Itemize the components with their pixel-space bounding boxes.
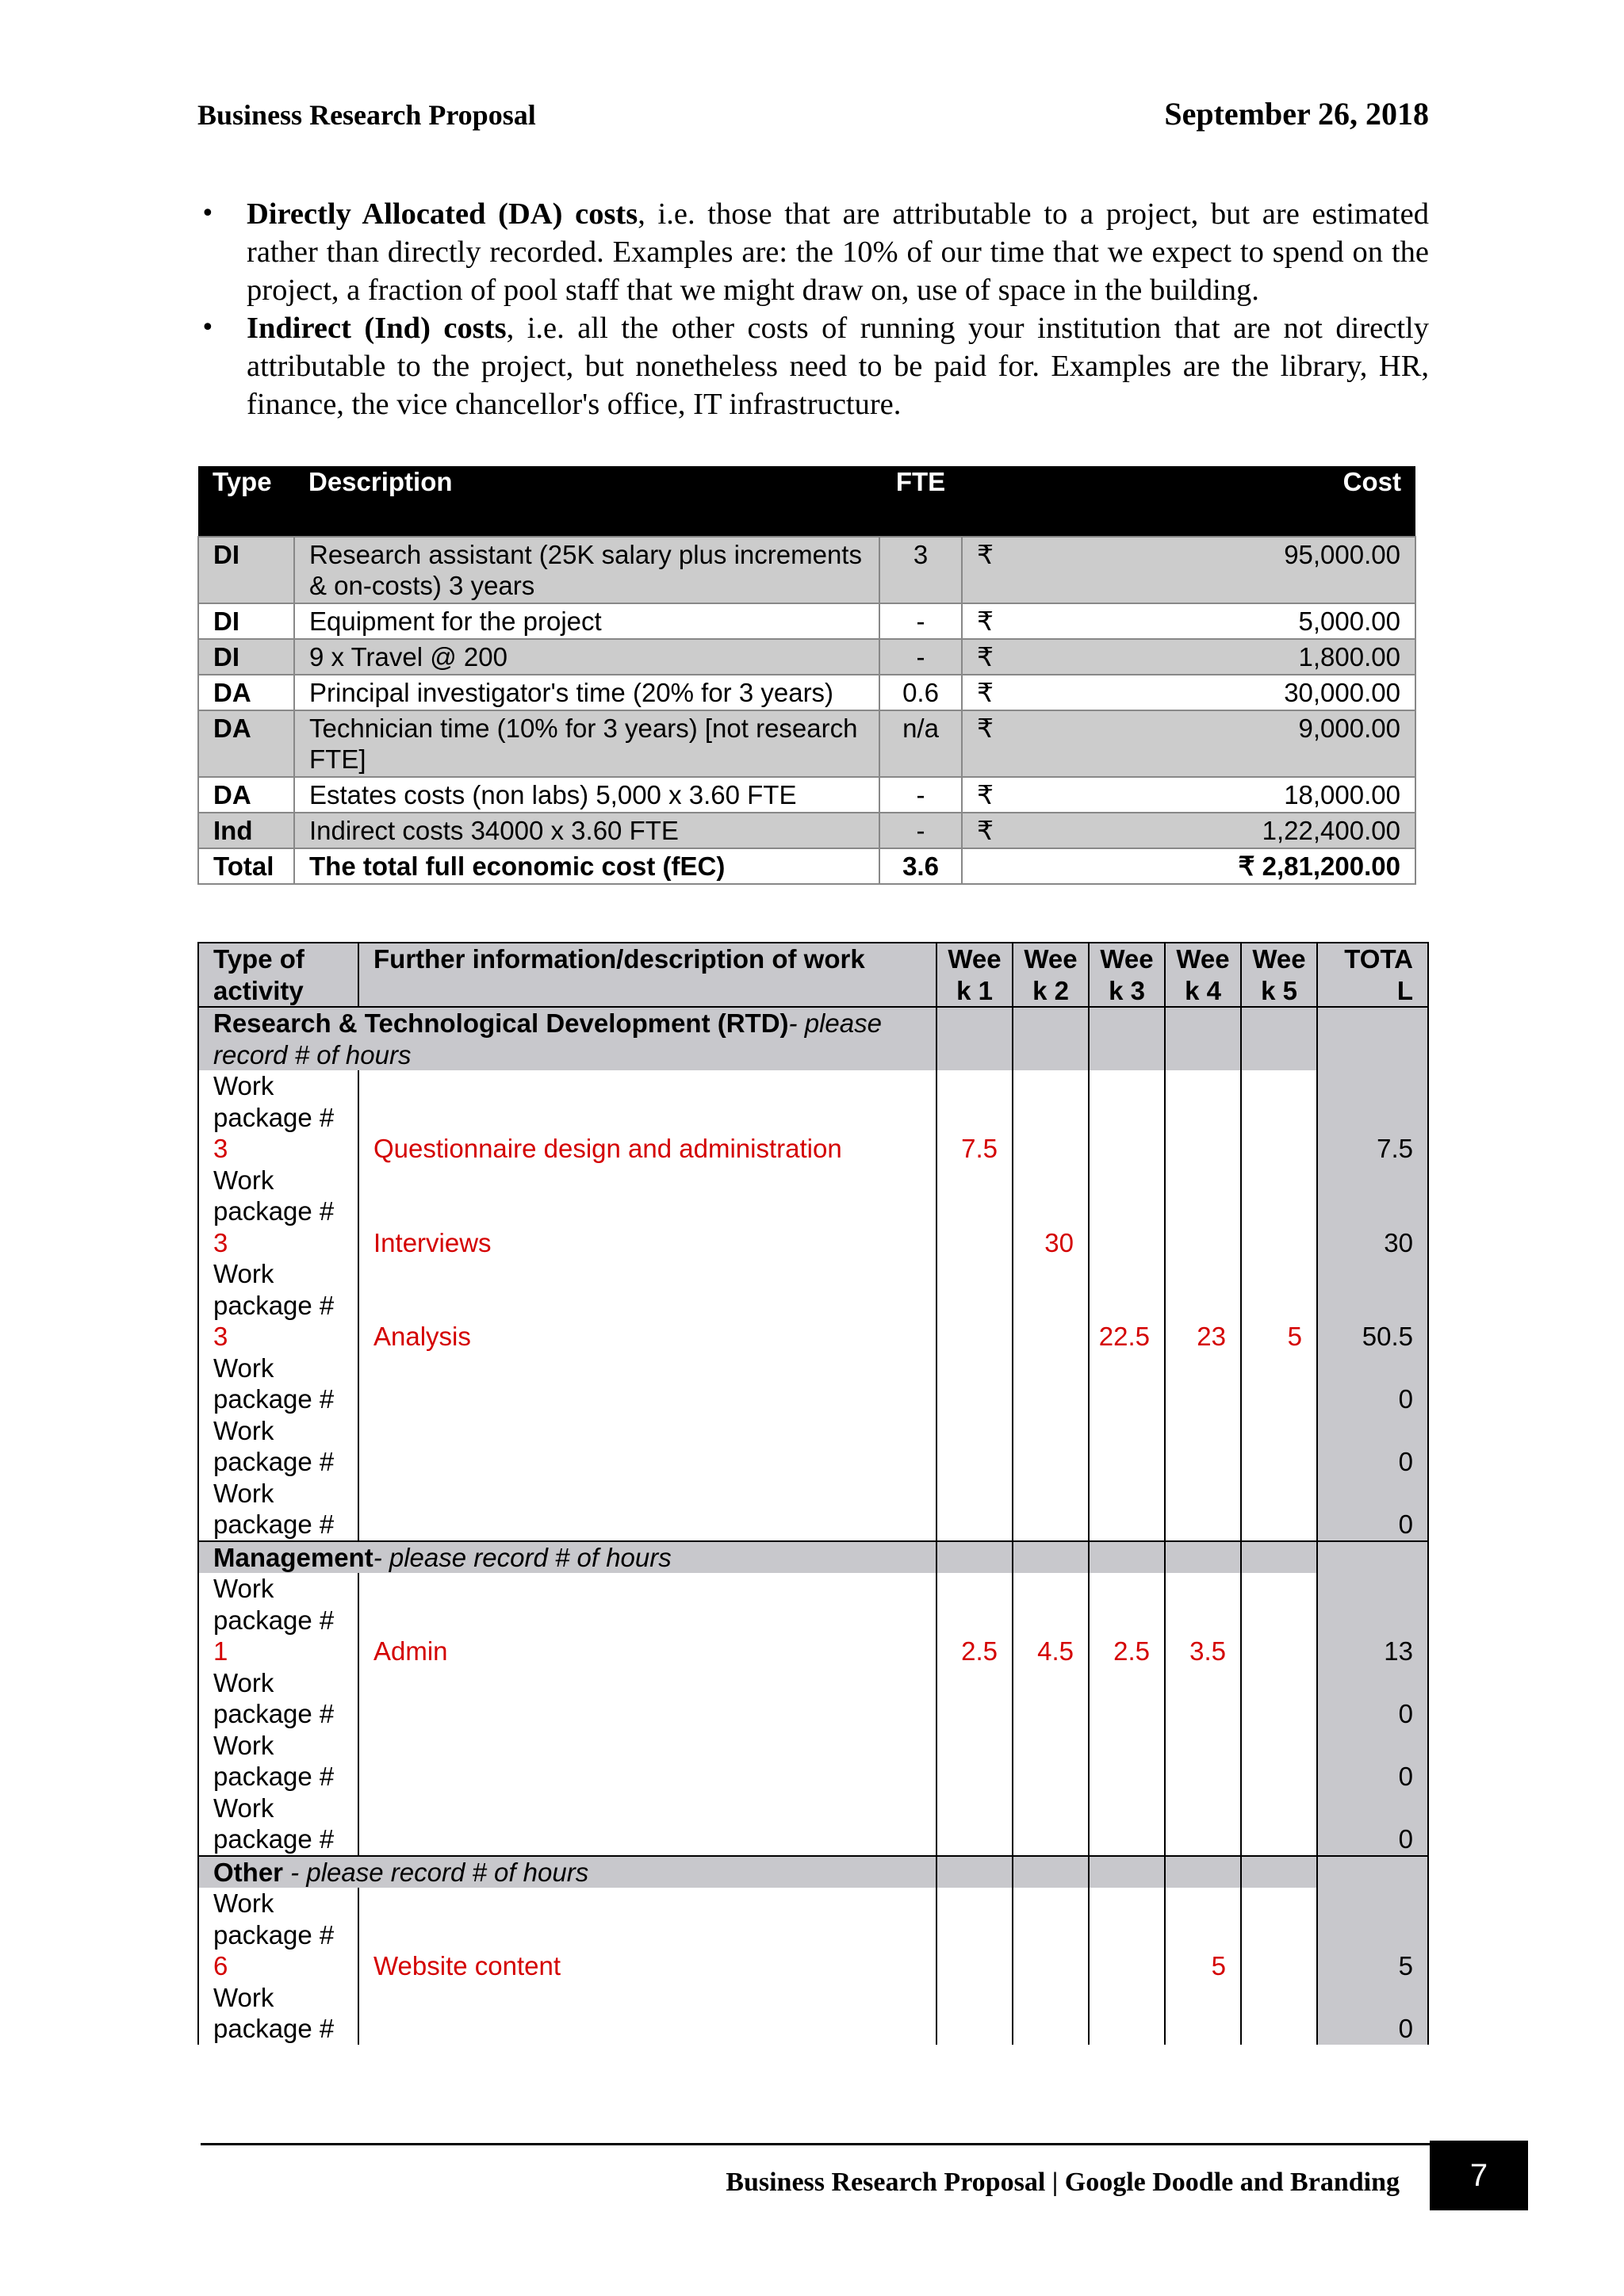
week-hours [936, 1667, 1013, 1730]
week-hours [1013, 1478, 1089, 1541]
cost-value: 30,000.00 [1284, 678, 1400, 707]
week-hours [1241, 1070, 1317, 1165]
cost-value: 18,000.00 [1284, 780, 1400, 809]
week-hours: 2.5 [936, 1573, 1013, 1667]
work-package-cell [198, 1415, 358, 1478]
col-activity-description: Further information/description of work [358, 943, 936, 1007]
week-hours [936, 1415, 1013, 1478]
work-package-label: Work package # [213, 1667, 335, 1728]
section-title: Other [213, 1857, 284, 1887]
work-description [358, 1793, 936, 1856]
cost-description: Principal investigator's time (20% for 3 years) [294, 675, 879, 710]
cost-amount [977, 539, 1400, 570]
week-hours [1165, 1165, 1241, 1259]
cost-type: DA [198, 710, 294, 777]
week-hours: 7.5 [936, 1070, 1013, 1165]
work-package-row [198, 1793, 1428, 1856]
cost-row [198, 777, 1415, 813]
col-week-4: Wee k 4 [1165, 943, 1241, 1007]
cost-fte: 3 [879, 537, 962, 603]
work-description: Admin [358, 1573, 936, 1667]
work-package-label: Work package # [213, 1574, 335, 1635]
work-description: Questionnaire design and administration [358, 1070, 936, 1165]
section-note: - please record # of hours [373, 1542, 672, 1572]
week-hours [1241, 1353, 1317, 1415]
work-package-label: Work package # [213, 1259, 335, 1320]
week-hours: 23 [1165, 1258, 1241, 1353]
week-hours [1241, 1793, 1317, 1856]
footer-text: Business Research Proposal | Google Doodle and Branding [726, 2168, 1400, 2197]
section-total-cell [1317, 1856, 1428, 1888]
section-total-cell [1317, 1007, 1428, 1070]
work-package-row [198, 1573, 1428, 1667]
week-hours [936, 1793, 1013, 1856]
week-hours: 2.5 [1089, 1573, 1165, 1667]
currency-symbol: ₹ [977, 816, 994, 845]
section-week-cell [1089, 1856, 1165, 1888]
work-package-cell [198, 1165, 358, 1259]
cost-description: Equipment for the project [294, 603, 879, 639]
work-package-number: 6 [213, 1951, 228, 1980]
week-hours [1241, 1573, 1317, 1667]
work-package-cell [198, 1573, 358, 1667]
section-title: Management [213, 1542, 373, 1572]
week-hours [1089, 1165, 1165, 1259]
week-hours [936, 1478, 1013, 1541]
work-package-number: 3 [213, 1227, 228, 1257]
week-hours [1241, 1730, 1317, 1793]
week-hours [1089, 1730, 1165, 1793]
row-total: 0 [1317, 1982, 1428, 2045]
cost-row [198, 639, 1415, 675]
work-description: Interviews [358, 1165, 936, 1259]
cost-amount-cell [962, 675, 1415, 710]
cost-value: 5,000.00 [1298, 607, 1400, 636]
work-package-row [198, 1258, 1428, 1353]
currency-symbol: ₹ [977, 780, 994, 809]
week-hours: 4.5 [1013, 1573, 1089, 1667]
work-package-label: Work package # [213, 1982, 335, 2043]
work-description: Website content [358, 1888, 936, 1982]
work-package-row [198, 1888, 1428, 1982]
work-package-number: 3 [213, 1134, 228, 1163]
col-week-5: Wee k 5 [1241, 943, 1317, 1007]
section-note: - please record # of hours [213, 1008, 882, 1070]
cost-fte: 0.6 [879, 675, 962, 710]
cost-type: DA [198, 777, 294, 813]
work-package-number: 1 [213, 1636, 228, 1666]
week-hours [1089, 1888, 1165, 1982]
work-package-row [198, 1478, 1428, 1541]
currency-symbol: ₹ [977, 714, 994, 743]
week-hours [1013, 1793, 1089, 1856]
row-total: 50.5 [1317, 1258, 1428, 1353]
cost-amount [977, 815, 1400, 846]
col-fte: FTE [879, 466, 962, 537]
work-package-label: Work package # [213, 1071, 335, 1132]
activity-table [197, 942, 1429, 2045]
section-row [198, 1541, 1428, 1574]
week-hours [1089, 1982, 1165, 2045]
cost-table [197, 466, 1416, 885]
cost-row [198, 603, 1415, 639]
cost-definition-list [197, 195, 1429, 423]
week-hours: 30 [1013, 1165, 1089, 1259]
week-hours [1241, 1415, 1317, 1478]
week-hours [1013, 1415, 1089, 1478]
cost-table-header [198, 466, 1415, 537]
week-hours [936, 1258, 1013, 1353]
section-total-cell [1317, 1541, 1428, 1574]
work-package-row [198, 1415, 1428, 1478]
cost-row [198, 813, 1415, 848]
work-package-row [198, 1982, 1428, 2045]
work-package-row [198, 1667, 1428, 1730]
week-hours [1089, 1415, 1165, 1478]
cost-description: 9 x Travel @ 200 [294, 639, 879, 675]
section-week-cell [936, 1007, 1013, 1070]
work-package-number: 3 [213, 1322, 228, 1351]
week-hours [936, 1730, 1013, 1793]
week-hours [1089, 1793, 1165, 1856]
bullet-term: Directly Allocated (DA) costs [247, 197, 638, 231]
row-total: 0 [1317, 1478, 1428, 1541]
col-week-2: Wee k 2 [1013, 943, 1089, 1007]
col-week-1: Wee k 1 [936, 943, 1013, 1007]
work-package-label: Work package # [213, 1353, 335, 1414]
row-total: 0 [1317, 1415, 1428, 1478]
row-total: 0 [1317, 1793, 1428, 1856]
work-description [358, 1730, 936, 1793]
work-package-row [198, 1070, 1428, 1165]
section-row [198, 1007, 1428, 1070]
cost-fte: n/a [879, 710, 962, 777]
section-week-cell [1241, 1541, 1317, 1574]
cost-total-row [198, 848, 1415, 884]
work-package-cell [198, 1982, 358, 2045]
currency-symbol: ₹ [977, 642, 994, 672]
cost-type: DI [198, 537, 294, 603]
header-title: Business Research Proposal [197, 99, 536, 131]
work-package-row [198, 1730, 1428, 1793]
section-week-cell [936, 1541, 1013, 1574]
week-hours [1089, 1478, 1165, 1541]
cost-row [198, 710, 1415, 777]
section-week-cell [1165, 1541, 1241, 1574]
work-package-row [198, 1165, 1428, 1259]
week-hours [936, 1982, 1013, 2045]
week-hours: 3.5 [1165, 1573, 1241, 1667]
work-package-label: Work package # [213, 1888, 335, 1950]
week-hours [936, 1165, 1013, 1259]
col-description: Description [294, 466, 879, 537]
work-package-label: Work package # [213, 1415, 335, 1476]
page-number: 7 [1430, 2141, 1528, 2210]
cost-fte: 3.6 [879, 848, 962, 884]
cost-value: 9,000.00 [1298, 714, 1400, 743]
week-hours: 22.5 [1089, 1258, 1165, 1353]
cost-type: DI [198, 639, 294, 675]
week-hours [1013, 1353, 1089, 1415]
bullet-dot-icon: • [201, 200, 215, 228]
work-description [358, 1982, 936, 2045]
cost-amount [977, 677, 1400, 708]
section-week-cell [1013, 1541, 1089, 1574]
week-hours [1165, 1478, 1241, 1541]
week-hours [1165, 1730, 1241, 1793]
week-hours [1089, 1353, 1165, 1415]
section-week-cell [936, 1856, 1013, 1888]
week-hours [1089, 1070, 1165, 1165]
cost-amount-cell [962, 537, 1415, 603]
col-type: Type [198, 466, 294, 537]
bullet-dot-icon: • [201, 314, 215, 342]
row-total: 0 [1317, 1730, 1428, 1793]
cost-fte: - [879, 813, 962, 848]
week-hours [1241, 1478, 1317, 1541]
cost-fte: - [879, 777, 962, 813]
bullet-text: , i.e. those that are attributable to a project, but are estimated rather than directly recorded. Examples are: the 10% of our time that we expect to spend on the project, a fraction of pool staff that we might draw on, use of space in the building. [247, 197, 1430, 307]
week-hours [1013, 1982, 1089, 2045]
cost-description: Estates costs (non labs) 5,000 x 3.60 FTE [294, 777, 879, 813]
cost-type: DI [198, 603, 294, 639]
week-hours [1241, 1982, 1317, 2045]
cost-amount-cell [962, 710, 1415, 777]
cost-fte: - [879, 639, 962, 675]
row-total: 7.5 [1317, 1070, 1428, 1165]
week-hours: 5 [1241, 1258, 1317, 1353]
section-week-cell [1013, 1007, 1089, 1070]
section-name [198, 1856, 936, 1888]
cost-amount-cell [962, 777, 1415, 813]
bullet-da-costs [197, 195, 1429, 309]
week-hours [1241, 1888, 1317, 1982]
cost-value: 1,800.00 [1298, 642, 1400, 672]
section-week-cell [1089, 1541, 1165, 1574]
work-description [358, 1353, 936, 1415]
cost-amount-cell [962, 639, 1415, 675]
cost-type: Total [198, 848, 294, 884]
cost-type: DA [198, 675, 294, 710]
cost-fte: - [879, 603, 962, 639]
col-week-3: Wee k 3 [1089, 943, 1165, 1007]
week-hours [1089, 1667, 1165, 1730]
activity-table-header [198, 943, 1428, 1007]
week-hours [936, 1353, 1013, 1415]
cost-amount-cell [962, 603, 1415, 639]
week-hours [1165, 1667, 1241, 1730]
work-package-label: Work package # [213, 1165, 335, 1226]
section-name [198, 1541, 936, 1574]
row-total: 0 [1317, 1353, 1428, 1415]
cost-amount [977, 641, 1400, 672]
week-hours [936, 1888, 1013, 1982]
row-total: 0 [1317, 1667, 1428, 1730]
row-total: 5 [1317, 1888, 1428, 1982]
cost-description: The total full economic cost (fEC) [294, 848, 879, 884]
work-description [358, 1478, 936, 1541]
section-week-cell [1241, 1856, 1317, 1888]
work-package-cell [198, 1258, 358, 1353]
work-package-label: Work package # [213, 1730, 335, 1791]
section-week-cell [1241, 1007, 1317, 1070]
row-total: 13 [1317, 1573, 1428, 1667]
row-total: 30 [1317, 1165, 1428, 1259]
week-hours [1013, 1888, 1089, 1982]
week-hours [1165, 1793, 1241, 1856]
cost-amount [977, 713, 1400, 744]
work-package-cell [198, 1070, 358, 1165]
work-package-label: Work package # [213, 1793, 335, 1854]
week-hours [1013, 1667, 1089, 1730]
cost-description: Research assistant (25K salary plus increments & on-costs) 3 years [294, 537, 879, 603]
cost-description: Indirect costs 34000 x 3.60 FTE [294, 813, 879, 848]
week-hours [1165, 1070, 1241, 1165]
col-cost: Cost [962, 466, 1415, 537]
week-hours [1165, 1415, 1241, 1478]
work-package-cell [198, 1478, 358, 1541]
col-total: TOTA L [1317, 943, 1428, 1007]
cost-value: 1,22,400.00 [1262, 816, 1400, 845]
section-week-cell [1165, 1007, 1241, 1070]
currency-symbol: ₹ [977, 607, 994, 636]
week-hours [1013, 1258, 1089, 1353]
section-week-cell [1013, 1856, 1089, 1888]
work-description [358, 1667, 936, 1730]
week-hours: 5 [1165, 1888, 1241, 1982]
currency-symbol: ₹ [977, 540, 994, 569]
week-hours [1165, 1982, 1241, 2045]
cost-value: 95,000.00 [1284, 540, 1400, 569]
currency-symbol: ₹ [977, 678, 994, 707]
col-activity-type: Type of activity [198, 943, 358, 1007]
work-package-cell [198, 1888, 358, 1982]
work-description [358, 1415, 936, 1478]
footer-rule [201, 2143, 1430, 2145]
bullet-ind-costs [197, 309, 1429, 423]
week-hours [1165, 1353, 1241, 1415]
cost-amount [977, 606, 1400, 637]
section-title: Research & Technological Development (RTD) [213, 1008, 789, 1038]
bullet-text: , i.e. all the other costs of running your institution that are not directly attributable to the project, but nonetheless need to be paid for. Examples are the library, HR, finance, the vice chancellor's office, IT infrastructure. [247, 312, 1429, 421]
work-package-cell [198, 1793, 358, 1856]
cost-total: ₹ 2,81,200.00 [962, 848, 1415, 884]
section-row [198, 1856, 1428, 1888]
section-week-cell [1089, 1007, 1165, 1070]
week-hours [1013, 1070, 1089, 1165]
work-package-cell [198, 1667, 358, 1730]
work-package-cell [198, 1730, 358, 1793]
section-note: - please record # of hours [283, 1857, 589, 1887]
header-date: September 26, 2018 [1164, 96, 1429, 132]
week-hours [1013, 1730, 1089, 1793]
bullet-term: Indirect (Ind) costs [247, 312, 507, 345]
week-hours [1241, 1165, 1317, 1259]
section-week-cell [1165, 1856, 1241, 1888]
week-hours [1241, 1667, 1317, 1730]
cost-row [198, 537, 1415, 603]
section-name [198, 1007, 936, 1070]
cost-type: Ind [198, 813, 294, 848]
cost-row [198, 675, 1415, 710]
cost-amount [977, 779, 1400, 810]
work-package-row [198, 1353, 1428, 1415]
work-package-cell [198, 1353, 358, 1415]
work-description: Analysis [358, 1258, 936, 1353]
work-package-label: Work package # [213, 1478, 335, 1539]
cost-description: Technician time (10% for 3 years) [not research FTE] [294, 710, 879, 777]
cost-amount-cell [962, 813, 1415, 848]
